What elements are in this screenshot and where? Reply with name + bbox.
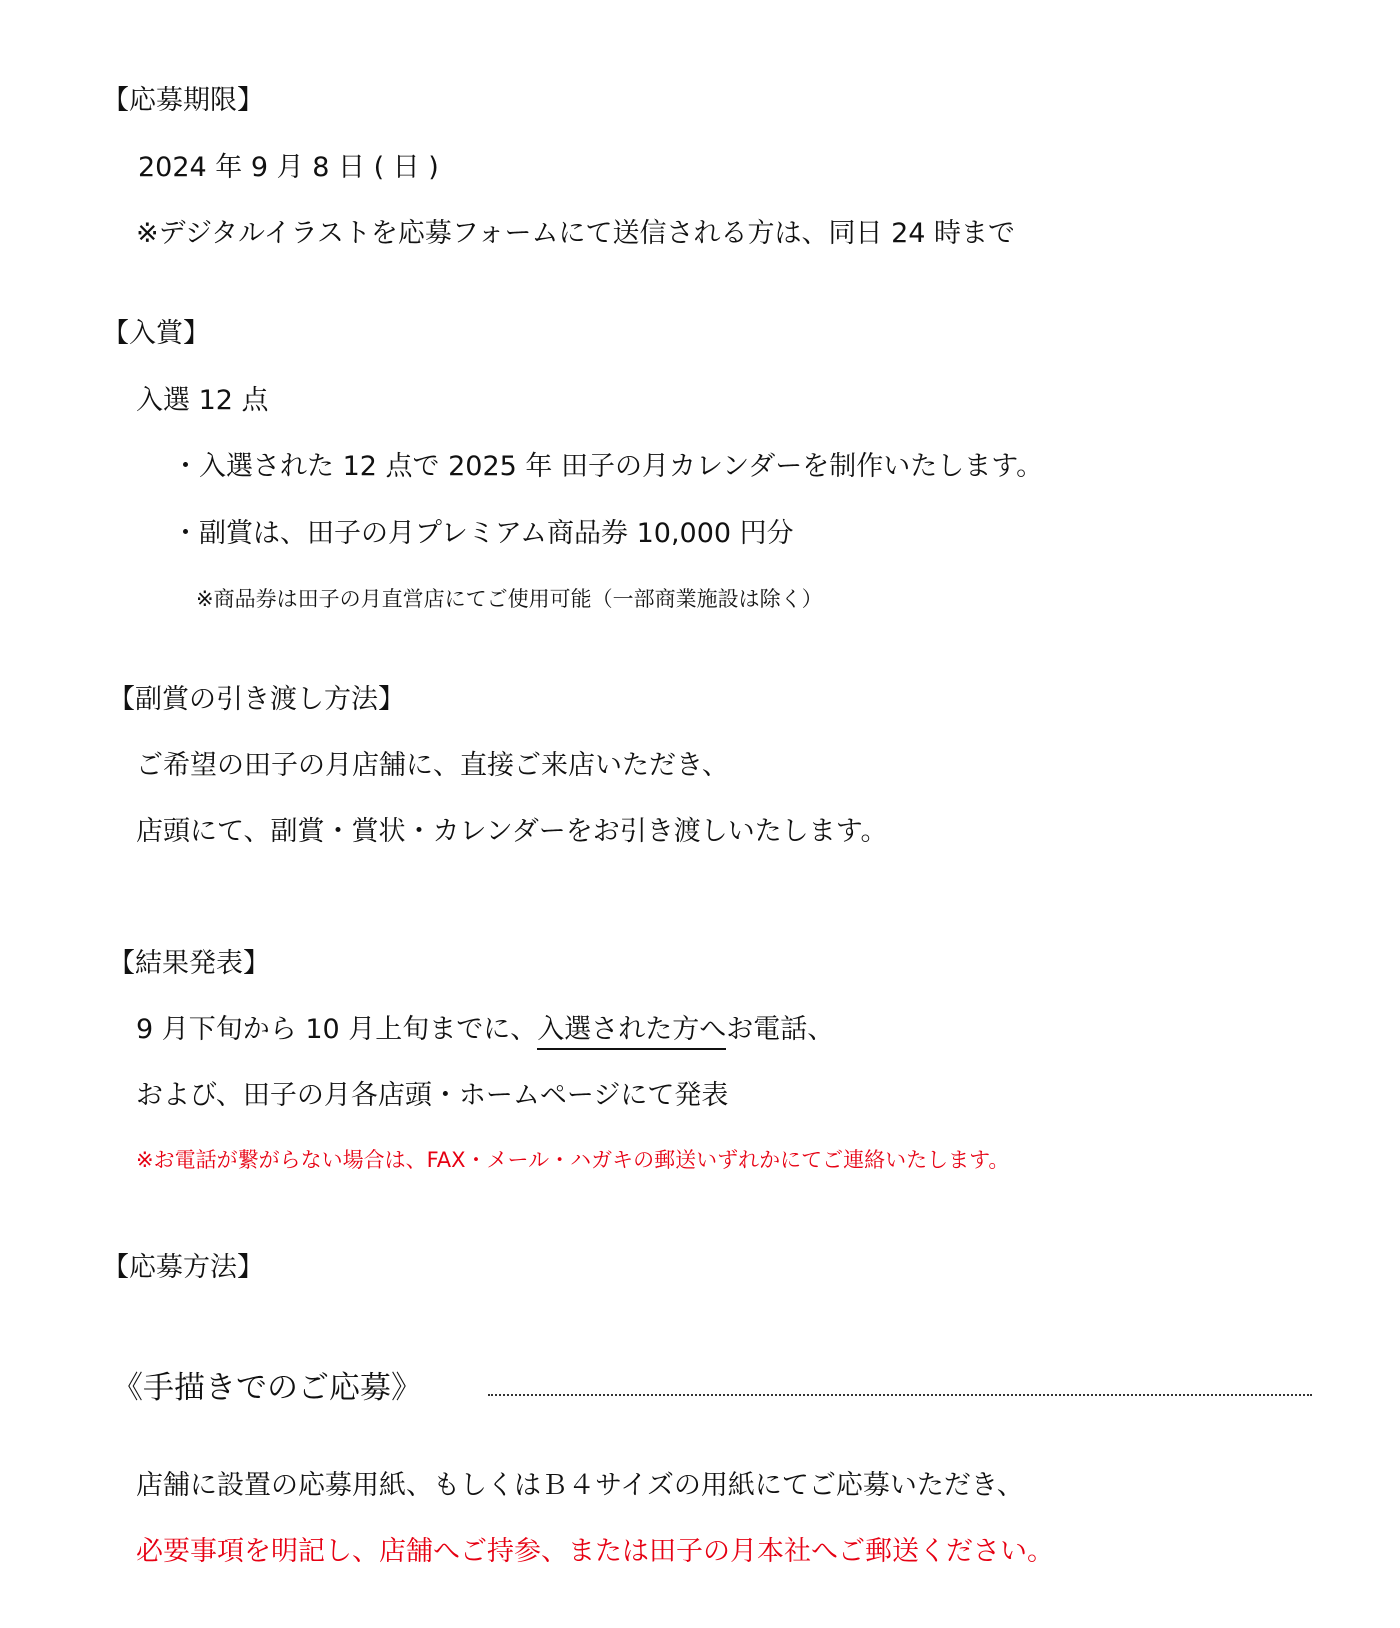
method-heading: 【応募方法】 bbox=[102, 1252, 264, 1283]
delivery-heading: 【副賞の引き渡し方法】 bbox=[108, 684, 405, 715]
method-line-2: 必要事項を明記し、店舗へご持参、または田子の月本社へご郵送ください。 bbox=[136, 1536, 1054, 1567]
handwritten-section-title: 《手描きでのご応募》 bbox=[112, 1370, 422, 1406]
award-heading: 【入賞】 bbox=[102, 318, 210, 349]
results-line-1 bbox=[136, 1016, 834, 1050]
deadline-note: ※デジタルイラストを応募フォームにて送信される方は、同日 24 時まで bbox=[136, 218, 1016, 249]
award-bullet-prize: ・副賞は、田子の月プレミアム商品券 10,000 円分 bbox=[172, 518, 794, 549]
results-line-1-pre: 9 月下旬から 10 月上旬までに、 bbox=[136, 1014, 538, 1045]
method-line-1: 店舗に設置の応募用紙、もしくはＢ４サイズの用紙にてご応募いただき、 bbox=[136, 1470, 1024, 1501]
section-divider bbox=[488, 1394, 1312, 1396]
results-heading: 【結果発表】 bbox=[108, 948, 270, 979]
delivery-line-2: 店頭にて、副賞・賞状・カレンダーをお引き渡しいたします。 bbox=[136, 816, 888, 847]
deadline-date: 2024 年 9 月 8 日 ( 日 ) bbox=[138, 152, 439, 183]
deadline-heading: 【応募期限】 bbox=[102, 85, 264, 116]
results-line-1-post: お電話、 bbox=[726, 1014, 835, 1045]
results-line-2: および、田子の月各店頭・ホームページにて発表 bbox=[136, 1080, 729, 1111]
results-contact-note: ※お電話が繋がらない場合は、FAX・メール・ハガキの郵送いずれかにてご連絡いたします。 bbox=[136, 1148, 1010, 1172]
award-bullet-calendar: ・入選された 12 点で 2025 年 田子の月カレンダーを制作いたします。 bbox=[172, 451, 1044, 482]
award-voucher-note: ※商品券は田子の月直営店にてご使用可能（一部商業施設は除く） bbox=[196, 587, 823, 611]
award-count: 入選 12 点 bbox=[136, 385, 269, 416]
results-underlined-phrase: 入選された方へ bbox=[537, 1016, 726, 1050]
delivery-line-1: ご希望の田子の月店舗に、直接ご来店いただき、 bbox=[136, 750, 729, 781]
